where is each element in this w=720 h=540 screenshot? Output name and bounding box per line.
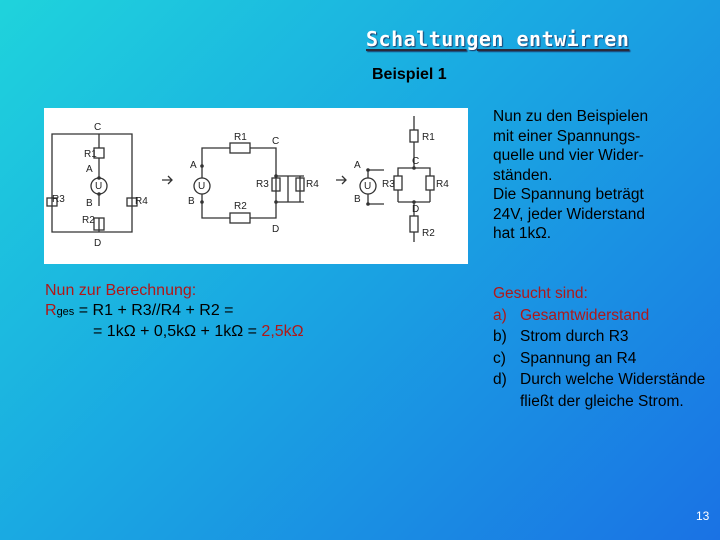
label-c: C bbox=[272, 136, 280, 147]
circuit-diagram-svg bbox=[44, 108, 468, 264]
label-a: A bbox=[190, 160, 197, 171]
label-d: D bbox=[94, 238, 102, 249]
label-a: A bbox=[86, 164, 93, 175]
label-u: U bbox=[95, 181, 103, 192]
label-r3: R3 bbox=[52, 194, 65, 205]
label-r2: R2 bbox=[82, 215, 95, 226]
task-heading: Gesucht sind: bbox=[493, 285, 588, 302]
label-r2: R2 bbox=[422, 228, 435, 239]
task-item bbox=[493, 348, 708, 370]
label-r1: R1 bbox=[234, 132, 247, 143]
calculation-values: = 1kΩ + 0,5kΩ + 1kΩ = bbox=[93, 323, 262, 340]
task-list bbox=[493, 283, 708, 412]
description-line: mit einer Spannungs- bbox=[493, 127, 641, 145]
label-r1: R1 bbox=[422, 132, 435, 143]
label-b: B bbox=[188, 196, 195, 207]
label-r4: R4 bbox=[306, 179, 319, 190]
description-line: Nun zu den Beispielen bbox=[493, 108, 649, 125]
description-line: 24V, jeder Widerstand bbox=[493, 205, 645, 223]
task-text: Strom durch R3 bbox=[520, 328, 629, 345]
label-u: U bbox=[198, 181, 206, 192]
calculation-line bbox=[45, 301, 375, 322]
calculation-result: 2,5kΩ bbox=[261, 323, 304, 340]
task-item bbox=[493, 369, 708, 412]
label-b: B bbox=[354, 194, 361, 205]
label-r3: R3 bbox=[256, 179, 269, 190]
label-c: C bbox=[94, 122, 102, 133]
description-line: ständen. bbox=[493, 166, 553, 184]
description-line: hat 1kΩ. bbox=[493, 225, 552, 242]
circuit-diagram bbox=[44, 108, 468, 264]
slide-subtitle: Beispiel 1 bbox=[372, 66, 447, 83]
calculation-line bbox=[45, 322, 375, 342]
label-r2: R2 bbox=[234, 201, 247, 212]
page-number: 13 bbox=[696, 509, 710, 523]
description-line: Die Spannung beträgt bbox=[493, 186, 644, 203]
task-label: d) bbox=[493, 371, 507, 388]
task-text: Spannung an R4 bbox=[520, 349, 637, 367]
label-b: B bbox=[86, 198, 93, 209]
slide-title: Schaltungen entwirren bbox=[366, 27, 630, 51]
label-r1: R1 bbox=[84, 149, 97, 160]
description-line: quelle und vier Wider- bbox=[493, 147, 644, 164]
label-u: U bbox=[364, 181, 372, 192]
description-text bbox=[493, 107, 693, 244]
task-label: a) bbox=[493, 306, 507, 324]
label-d: D bbox=[272, 224, 280, 235]
r-letter: R bbox=[45, 302, 57, 319]
task-label: c) bbox=[493, 349, 506, 367]
label-d: D bbox=[412, 204, 420, 215]
r-subscript: ges bbox=[56, 306, 75, 318]
task-text: Durch welche Widerstände fließt der gleiche Strom. bbox=[520, 371, 706, 410]
task-label: b) bbox=[493, 328, 507, 345]
task-text: Gesamtwiderstand bbox=[520, 306, 650, 324]
label-a: A bbox=[354, 160, 361, 171]
label-r3: R3 bbox=[382, 179, 395, 190]
label-r4: R4 bbox=[135, 196, 148, 207]
calculation-heading: Nun zur Berechnung: bbox=[45, 282, 197, 299]
calculation-block bbox=[45, 281, 375, 342]
label-c: C bbox=[412, 156, 420, 167]
task-item bbox=[493, 305, 708, 327]
calculation-formula: = R1 + R3//R4 + R2 = bbox=[74, 302, 234, 319]
label-r4: R4 bbox=[436, 179, 449, 190]
task-item bbox=[493, 326, 708, 348]
